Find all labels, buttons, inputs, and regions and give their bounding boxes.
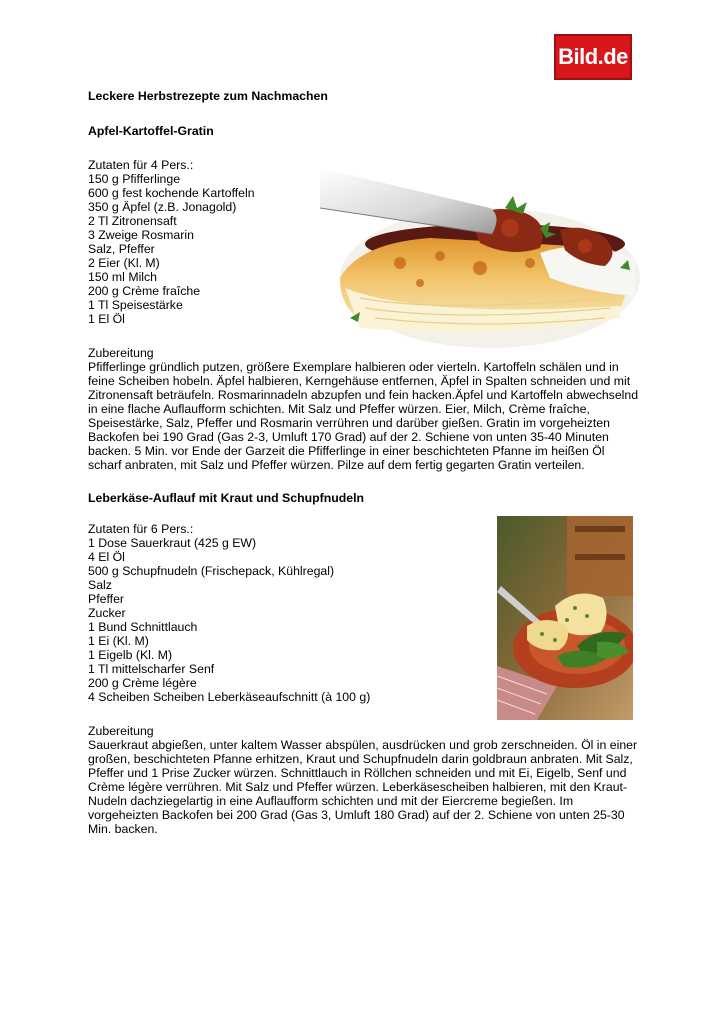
ingredient-item: 4 Scheiben Scheiben Leberkäseaufschnitt (à 100 g)	[88, 690, 371, 704]
bild-logo	[554, 34, 632, 80]
prep-text: Sauerkraut abgießen, unter kaltem Wasser abspülen, ausdrücken und grob zerschneiden. Öl in einer großen, beschichteten Pfanne erhitzen, Kraut und Schupfnudeln darin goldbraun anbraten. Mit Salz, Pfeffer und 1 Prise Zucker würzen. Schnittlauch in Röllchen schneiden und mit Ei, Eigelb, Senf und Crème légère verrühren. Mit Salz und Pfeffer würzen. Leberkäsescheiben halbieren, mit den Kraut-Nudeln dachziegelartig in eine Auflaufform schichten und mit der Eiercreme begießen. Im vorgeheizten Backofen bei 200 Grad (Gas 3, Umluft 180 Grad) auf der 2. Schiene von unten 25-30 Min. backen.	[88, 738, 638, 836]
servings-label: Zutaten für 6 Pers.:	[88, 522, 194, 536]
recipe-title: Apfel-Kartoffel-Gratin	[88, 124, 214, 138]
ingredient-item: Salz	[88, 578, 112, 592]
ingredient-item: 1 Dose Sauerkraut (425 g EW)	[88, 536, 257, 550]
prep-text: Pfifferlinge gründlich putzen, größere Exemplare halbieren oder vierteln. Kartoffeln schälen und in feine Scheiben hobeln. Äpfel halbieren, Kerngehäuse entfernen, Äpfel in Spalten schneiden und mit Zitronensaft beträufeln. Rosmarinnadeln abzupfen und fein hacken.Äpfel und Kartoffeln abwechselnd in eine flache Auflaufform schichten. Mit Salz und Pfeffer würzen. Eier, Milch, Crème fraîche, Speisestärke, Salz, Pfeffer und Rosmarin verrühren und darüber gießen. Gratin im vorgeheizten Backofen bei 190 Grad (Gas 2-3, Umluft 170 Grad) auf der 2. Schiene von unten 35-40 Minuten backen. 5 Min. vor Ende der Garzeit die Pfifferlinge in einer beschichteten Pfanne im heißen Öl scharf anbraten, mit Salz und Pfeffer würzen. Pilze auf dem fertig gegarten Gratin verteilen.	[88, 360, 639, 472]
ingredient-item: 1 Tl mittelscharfer Senf	[88, 662, 215, 676]
ingredient-item: 150 ml Milch	[88, 270, 158, 284]
ingredient-item: 150 g Pfifferlinge	[88, 172, 181, 186]
prep-label: Zubereitung	[88, 724, 154, 738]
ingredient-item: 1 Eigelb (Kl. M)	[88, 648, 173, 662]
ingredient-item: 1 Ei (Kl. M)	[88, 634, 149, 648]
ingredient-item: 2 Tl Zitronensaft	[88, 214, 177, 228]
prep-label: Zubereitung	[88, 346, 154, 360]
ingredient-item: 1 Tl Speisestärke	[88, 298, 183, 312]
ingredient-item: 2 Eier (Kl. M)	[88, 256, 160, 270]
gratin-photo	[320, 168, 640, 352]
servings-label: Zutaten für 4 Pers.:	[88, 158, 194, 172]
ingredient-item: Zucker	[88, 606, 126, 620]
ingredient-list	[88, 536, 370, 704]
casserole-photo	[497, 516, 633, 720]
ingredient-item: 1 Bund Schnittlauch	[88, 620, 198, 634]
ingredient-item: 1 El Öl	[88, 312, 125, 326]
logo-text: Bild.de	[558, 44, 628, 69]
ingredient-item: 500 g Schupfnudeln (Frischepack, Kühlregal)	[88, 564, 335, 578]
ingredient-item: Salz, Pfeffer	[88, 242, 155, 256]
ingredient-item: 200 g Crème fraîche	[88, 284, 201, 298]
ingredient-item: Pfeffer	[88, 592, 125, 606]
page-title: Leckere Herbstrezepte zum Nachmachen	[88, 89, 328, 103]
ingredient-item: 4 El Öl	[88, 550, 125, 564]
ingredient-list	[88, 172, 255, 326]
ingredient-item: 3 Zweige Rosmarin	[88, 228, 194, 242]
ingredient-item: 350 g Äpfel (z.B. Jonagold)	[88, 200, 237, 214]
recipe-title: Leberkäse-Auflauf mit Kraut und Schupfnudeln	[88, 491, 365, 505]
ingredient-item: 200 g Crème légère	[88, 676, 197, 690]
ingredient-item: 600 g fest kochende Kartoffeln	[88, 186, 255, 200]
